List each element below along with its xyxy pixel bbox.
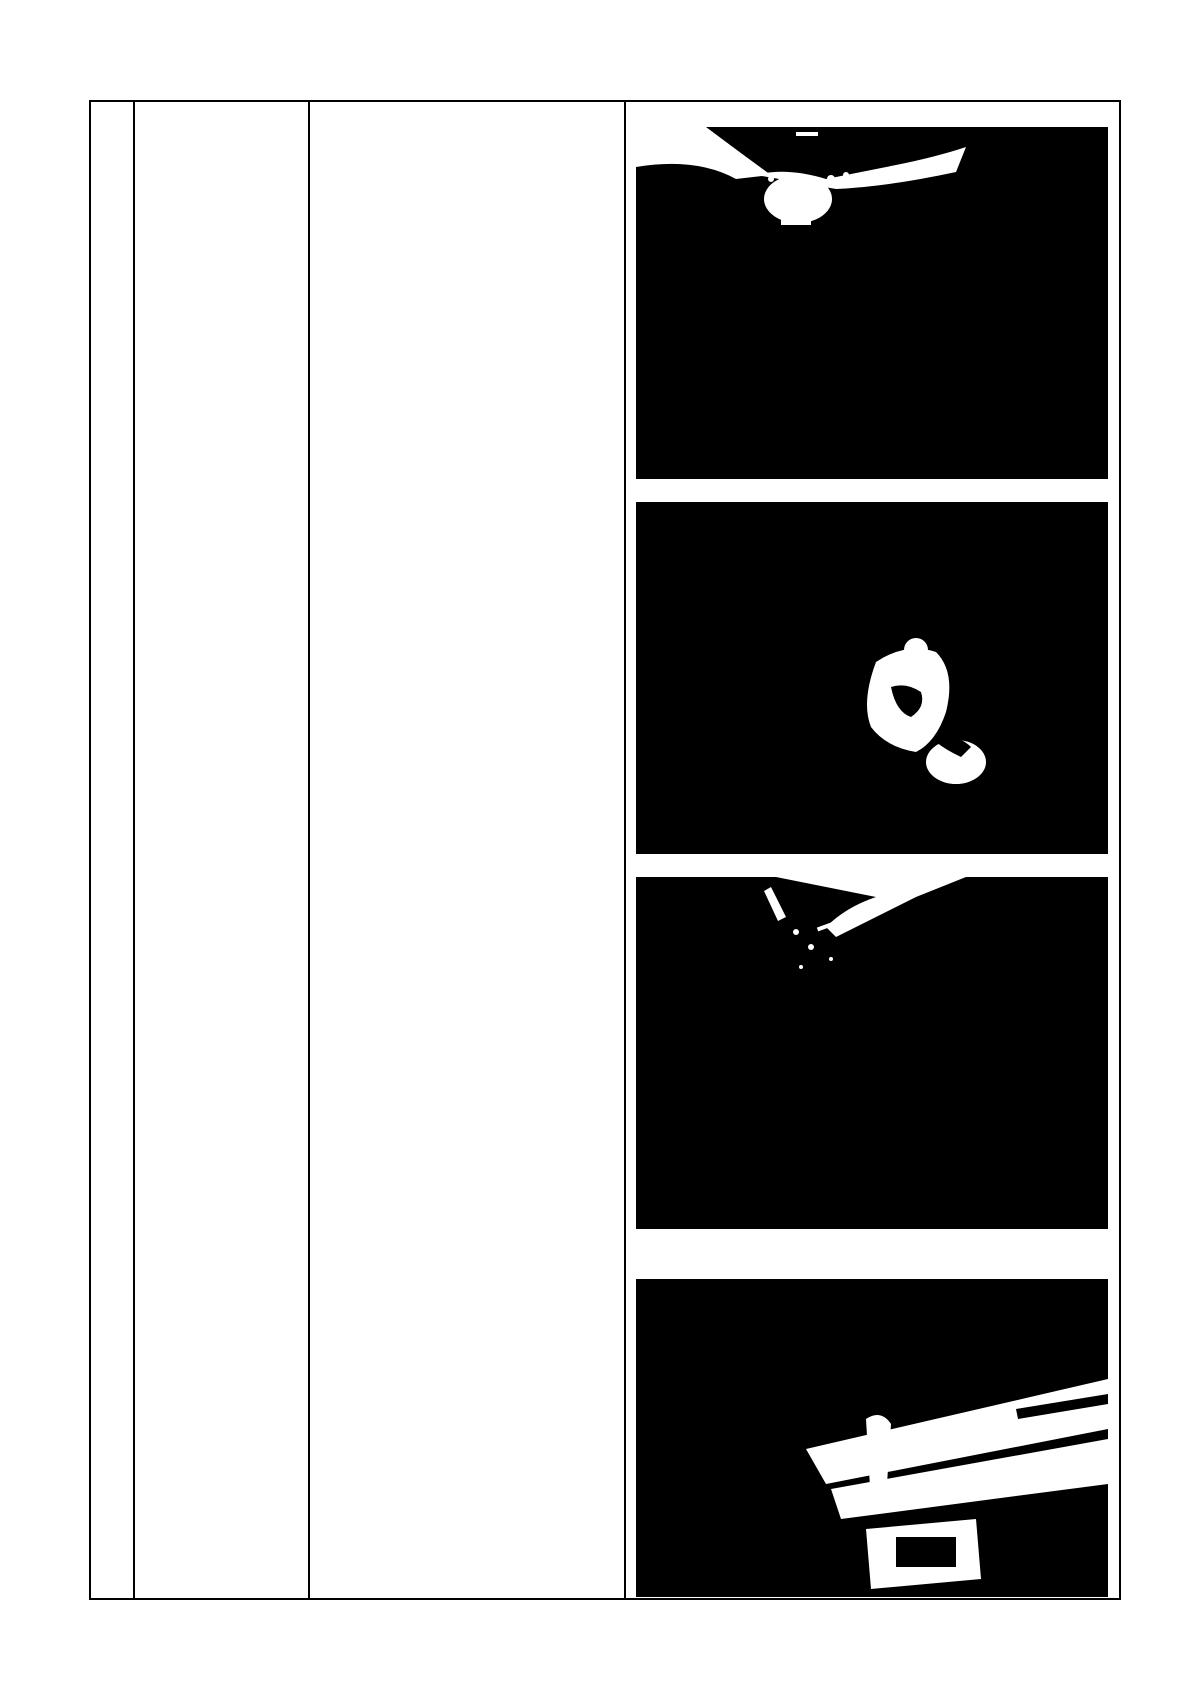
description-text-bottom bbox=[316, 1246, 606, 1267]
description-text-top bbox=[316, 127, 606, 148]
photo-cornice-brackets bbox=[636, 1279, 1108, 1597]
column-divider-1 bbox=[133, 102, 135, 1598]
column-divider-3 bbox=[624, 102, 626, 1598]
cornice-brackets-image bbox=[636, 1279, 1108, 1597]
photo-pendant-detail bbox=[636, 502, 1108, 854]
photo-ceiling-pendant bbox=[636, 127, 1108, 479]
ceiling-corner-image bbox=[636, 877, 1108, 1229]
ceiling-pendant-image bbox=[636, 127, 1108, 479]
pendant-detail-image bbox=[636, 502, 1108, 854]
document-table bbox=[89, 100, 1121, 1600]
photo-ceiling-corner bbox=[636, 877, 1108, 1229]
column-divider-2 bbox=[308, 102, 310, 1598]
